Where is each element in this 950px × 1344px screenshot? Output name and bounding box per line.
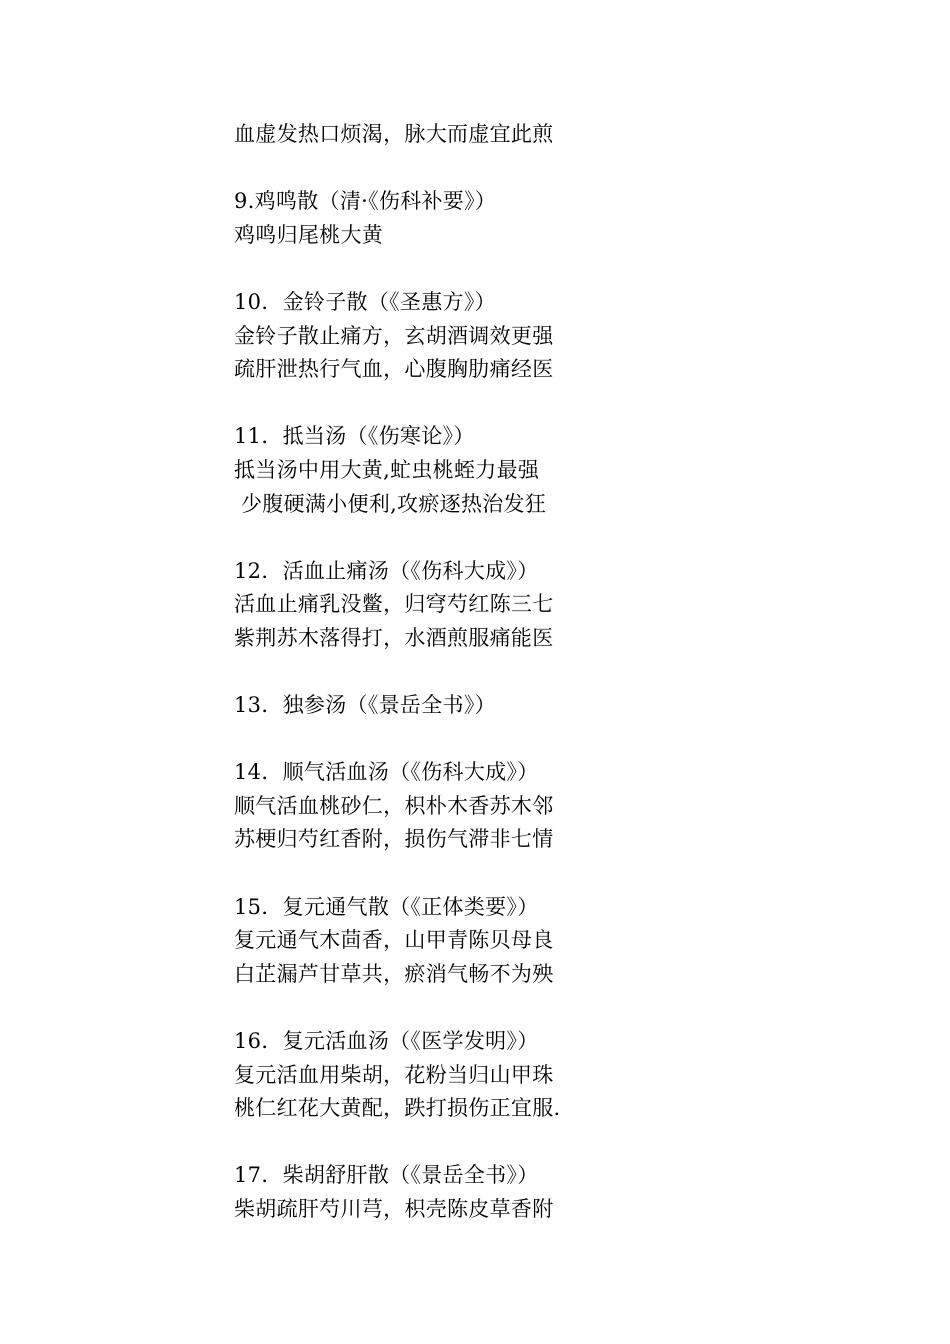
verse-line: 复元通气木茴香，山甲青陈贝母良 (234, 928, 554, 953)
formula-heading: 10．金铃子散（《圣惠方》） (234, 289, 496, 314)
formula-heading: 11．抵当汤（《伤寒论》） (234, 424, 475, 449)
verse-line: 白芷漏芦甘草共，瘀消气畅不为殃 (234, 961, 554, 986)
formula-heading: 14．顺气活血汤（《伤科大成》） (234, 760, 539, 785)
formula-heading: 15．复元通气散（《正体类要》） (234, 894, 539, 919)
document-body (234, 118, 654, 1227)
verse-line: 抵当汤中用大黄,虻虫桃蛭力最强 (234, 457, 540, 482)
verse-line: 活血止痛乳没鳖，归穹芍红陈三七 (234, 592, 554, 617)
verse-line: 顺气活血桃砂仁，枳朴木香苏木邻 (234, 793, 554, 818)
verse-line: 紫荆苏木落得打，水酒煎服痛能医 (234, 625, 554, 650)
blank-line (234, 991, 654, 1025)
verse-line: 复元活血用柴胡，花粉当归山甲珠 (234, 1062, 554, 1087)
blank-line (234, 723, 654, 757)
formula-heading: 17．柴胡舒肝散（《景岳全书》） (234, 1163, 539, 1188)
formula-heading: 9.鸡鸣散（清·《伤科补要》） (234, 189, 497, 214)
verse-line: 鸡鸣归尾桃大黄 (234, 222, 384, 247)
formula-heading: 16．复元活血汤（《医学发明》） (234, 1029, 539, 1054)
formula-heading: 12．活血止痛汤（《伤科大成》） (234, 558, 539, 583)
verse-line: 桃仁红花大黄配，跌打损伤正宜服. (234, 1096, 561, 1121)
verse-line: 血虚发热口烦渴，脉大而虚宜此煎 (234, 122, 554, 146)
blank-line (234, 656, 654, 690)
blank-line (234, 521, 654, 555)
verse-line: 苏梗归芍红香附，损伤气滞非七情 (234, 827, 554, 852)
verse-line: 金铃子散止痛方，玄胡酒调效更强 (234, 323, 554, 348)
blank-line (234, 1126, 654, 1160)
blank-line (234, 152, 654, 186)
verse-line: 柴胡疏肝芍川芎，枳壳陈皮草香附 (234, 1197, 554, 1221)
blank-line (234, 252, 654, 286)
blank-line (234, 387, 654, 421)
verse-line: 疏肝泄热行气血，心腹胸肋痛经医 (234, 357, 554, 382)
formula-heading: 13．独参汤（《景岳全书》） (234, 693, 496, 718)
verse-line: 少腹硬满小便利,攻瘀逐热治发狂 (234, 491, 547, 516)
blank-line (234, 857, 654, 891)
